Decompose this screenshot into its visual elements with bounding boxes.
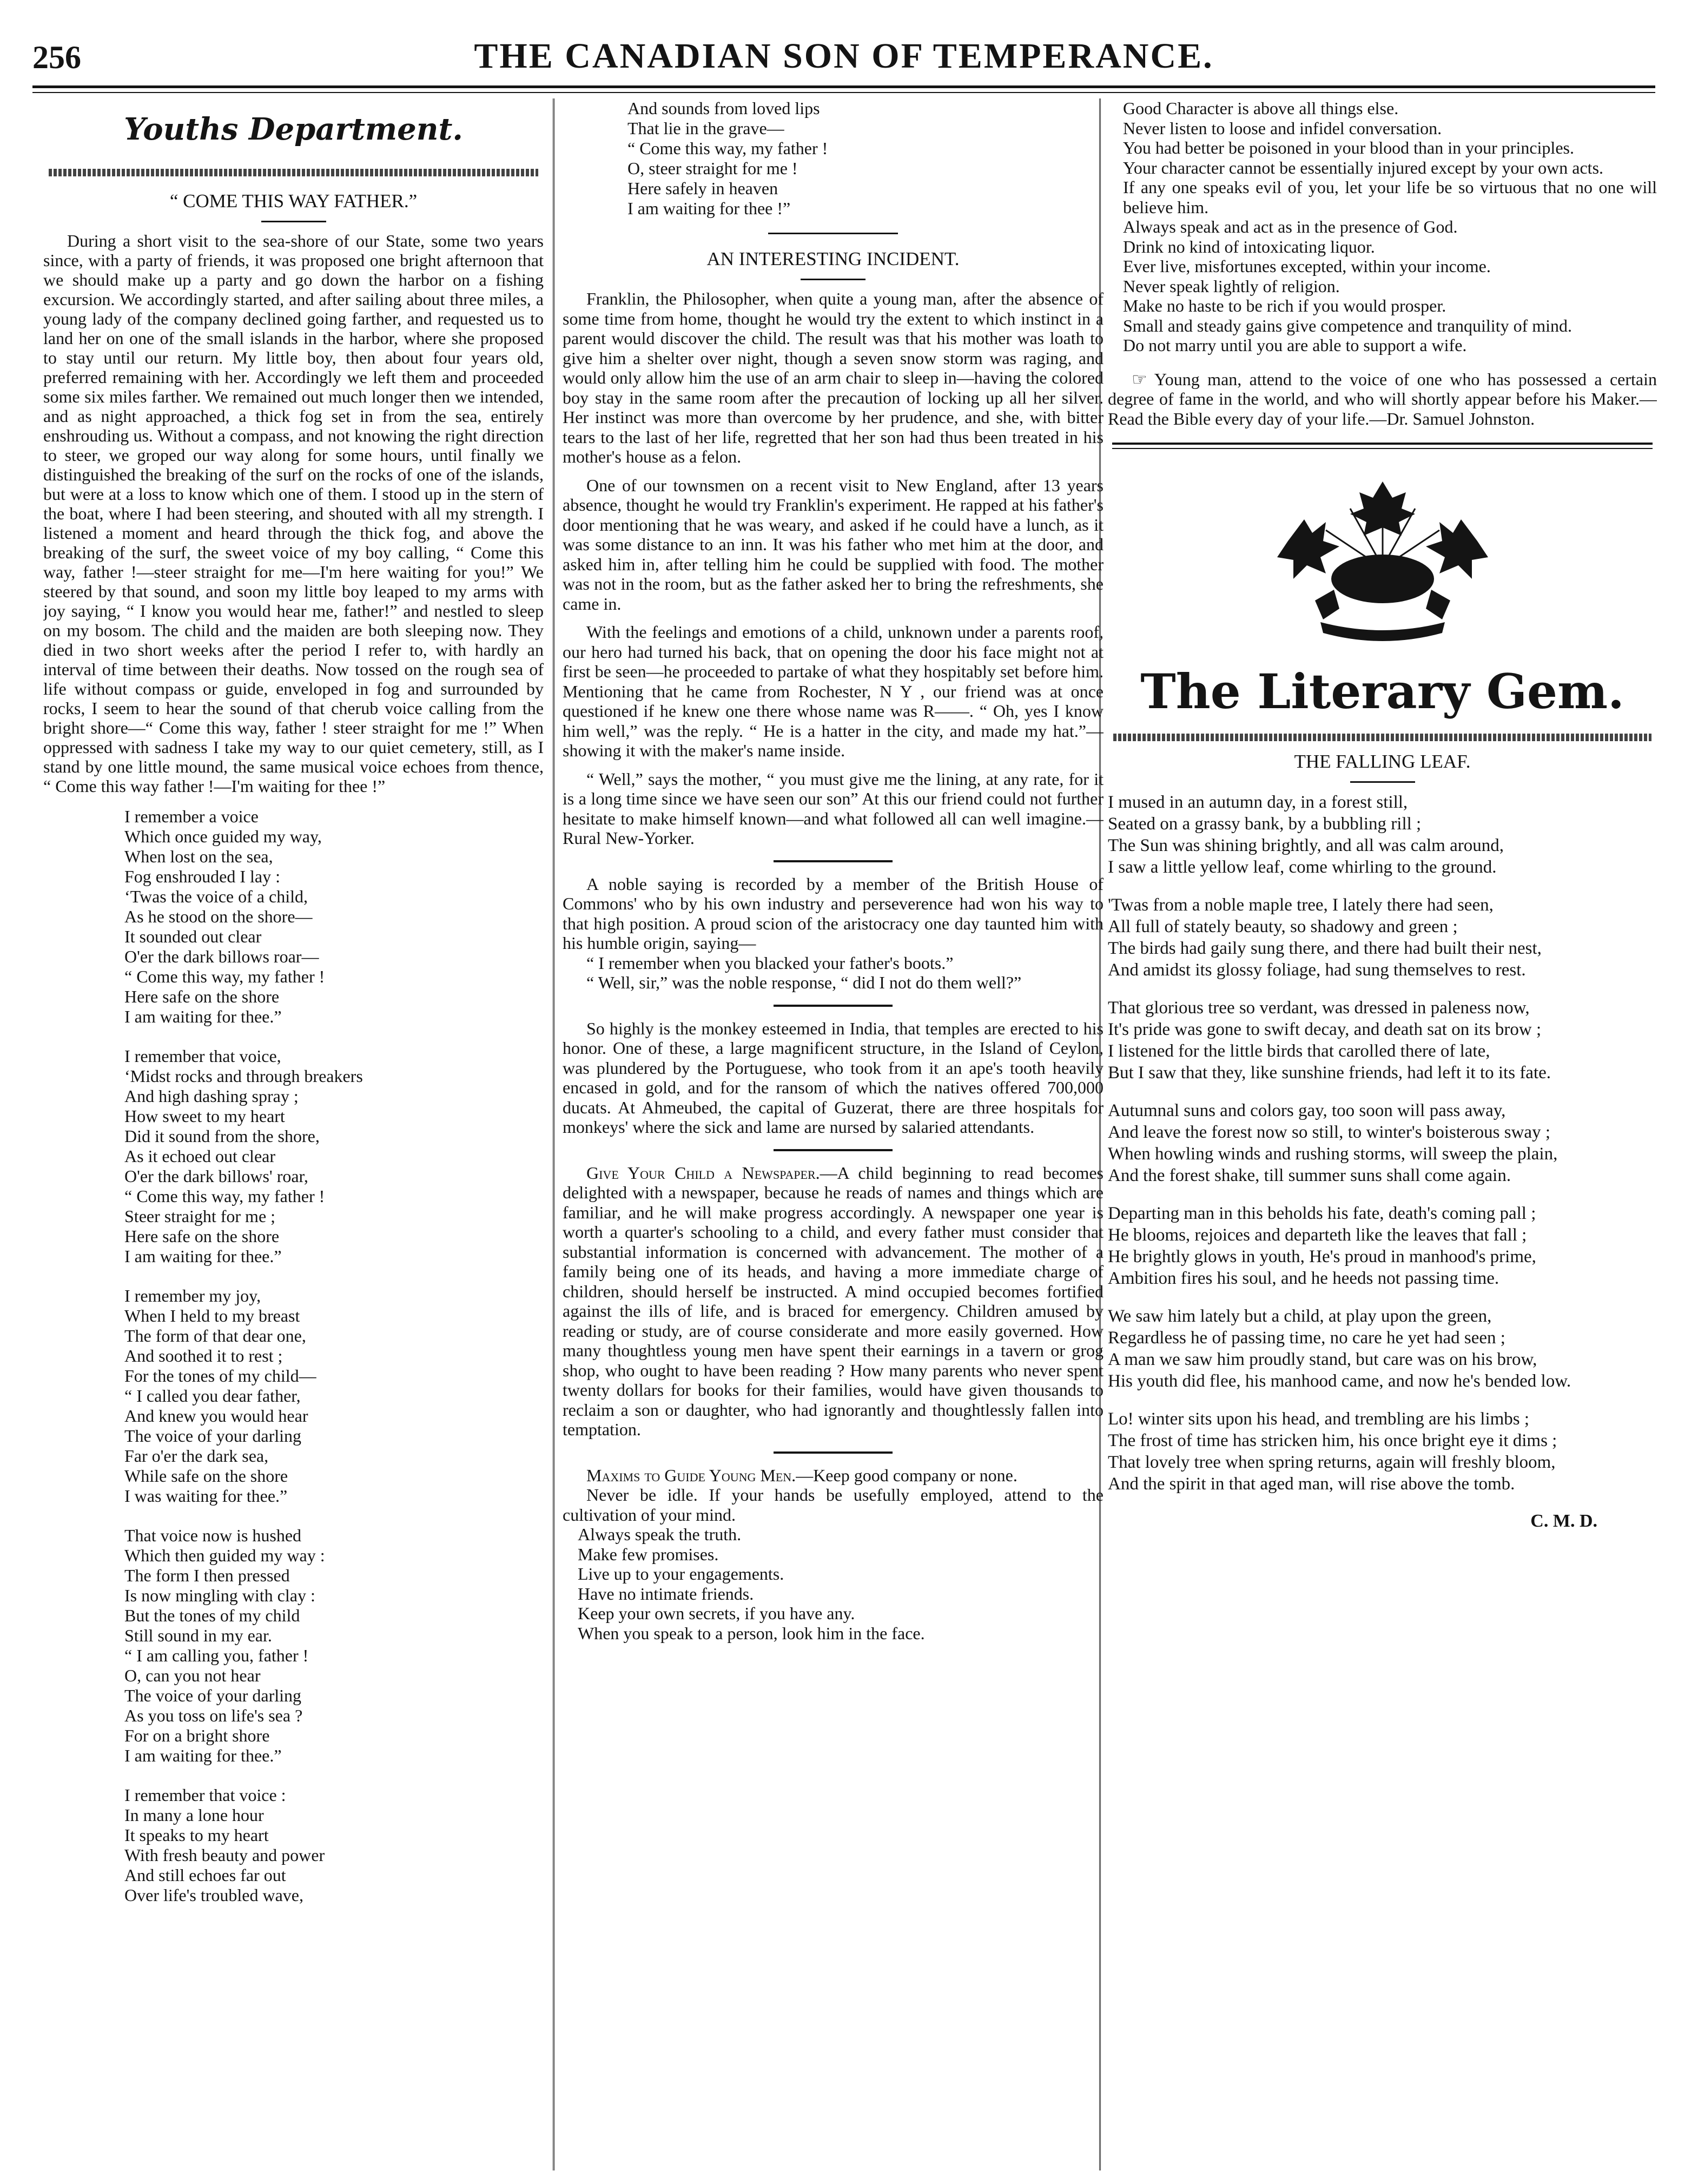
verse-line: As it echoed out clear [124, 1146, 275, 1166]
column-left [43, 98, 544, 2170]
poem-line: And leave the forest now so still, to winter's boisterous sway ; [1108, 1123, 1550, 1142]
verse-line: And sounds from loved lips [627, 98, 820, 118]
poem-stanza [1108, 997, 1657, 1084]
verse-line: O'er the dark billows roar— [124, 947, 319, 966]
pointing-hand-icon: ☞ [1132, 369, 1147, 389]
verse-line: I remember a voice [124, 807, 259, 826]
verse-line: Here safe on the shore [124, 987, 280, 1006]
maxim-item: Live up to your engagements. [578, 1564, 784, 1583]
poem-body [1108, 791, 1657, 1495]
verse-line: O'er the dark billows' roar, [124, 1166, 308, 1186]
verse-line: When I held to my breast [124, 1306, 300, 1325]
verse-line: “ I called you dear father, [124, 1386, 301, 1406]
maxim-item: Ever live, misfortunes excepted, within your income. [1123, 256, 1491, 276]
verse-stanza [124, 1286, 544, 1506]
poem-title: THE FALLING LEAF. [1294, 751, 1471, 772]
verse-line: The form I then pressed [124, 1566, 290, 1585]
page-header [32, 36, 1655, 84]
poem-line: The frost of time has stricken him, his once bright eye it dims ; [1108, 1431, 1557, 1450]
verse-line: That voice now is hushed [124, 1526, 302, 1545]
verse-line: That lie in the grave— [627, 118, 784, 138]
section-divider [774, 860, 893, 862]
short-rule [768, 233, 898, 234]
poem-stanza [1108, 791, 1657, 878]
verse-stanza [124, 1046, 544, 1266]
verse-line: Is now mingling with clay : [124, 1586, 315, 1605]
verse-line: O, can you not hear [124, 1666, 261, 1685]
poem-line: That glorious tree so verdant, was dressed in paleness now, [1108, 998, 1530, 1018]
verse-line: I am waiting for thee.” [124, 1246, 282, 1266]
paragraph-text: Young man, attend to the voice of one who has possessed a certain degree of fame in the world, and who will shortly appear before his Maker.—Read the Bible every day of your life.—Dr. Samuel Johnston. [1108, 369, 1657, 428]
verse-line: “ Come this way, my father ! [627, 138, 828, 158]
paragraph-text: —Keep good company or none. [796, 1465, 1018, 1485]
poem-line: 'Twas from a noble maple tree, I lately there had seen, [1108, 895, 1494, 915]
poem-line: He blooms, rejoices and departeth like the leaves that fall ; [1108, 1225, 1527, 1245]
column-right [1108, 98, 1657, 2170]
section-divider [774, 1005, 893, 1007]
poem-line: Lo! winter sits upon his head, and trembling are his limbs ; [1108, 1409, 1530, 1429]
maxim-item: Never listen to loose and infidel conversation. [1123, 118, 1442, 138]
poem-line: He brightly glows in youth, He's proud in manhood's prime, [1108, 1247, 1536, 1266]
signature: C. M. D. [1530, 1511, 1597, 1531]
poem-line: A man we saw him proudly stand, but care was on his brow, [1108, 1350, 1537, 1369]
article-paragraph: So highly is the monkey esteemed in India, that temples are erected to his honor. One of these, a large magnificent structure, in the Island of Ceylon, was plundered by the Portuguese, who took from it an ape's tooth heavily encased in gold, and for the ransom of which the natives offered 700,000 ducats. At Ahmeubed, the capital of Guzerat, there are three hospitals for monkeys' where the sick and lame are nursed by salaried attendants. [563, 1018, 1104, 1137]
poem-line: That lovely tree when spring returns, again will freshly bloom, [1108, 1453, 1556, 1472]
article-paragraph: “ I remember when you blacked your father's boots.” [586, 953, 954, 973]
poem-line: Seated on a grassy bank, by a bubbling rill ; [1108, 814, 1422, 834]
section-divider [774, 1451, 893, 1454]
maxim-item: Drink no kind of intoxicating liquor. [1123, 236, 1375, 256]
maxim-item: Always speak and act as in the presence of God. [1123, 217, 1458, 236]
verse-line: With fresh beauty and power [124, 1845, 325, 1865]
verse-line: As you toss on life's sea ? [124, 1706, 303, 1725]
wavy-rule [49, 169, 538, 176]
maple-leaf-emblem-icon [1256, 476, 1510, 649]
verse-line: I remember that voice : [124, 1785, 286, 1805]
section-title: The Literary Gem. [1140, 663, 1624, 720]
poem-line: I mused in an autumn day, in a forest still, [1108, 793, 1408, 812]
poem-stanza [1108, 1408, 1657, 1495]
poem-line: And the forest shake, till summer suns shall come again. [1108, 1166, 1511, 1185]
maxim-item: Make few promises. [578, 1544, 719, 1564]
verse-line: It speaks to my heart [124, 1825, 269, 1845]
poem-stanza [1108, 1203, 1657, 1289]
verse-line: “ I am calling you, father ! [124, 1646, 309, 1665]
verse-line: The voice of your darling [124, 1426, 301, 1446]
maxims-list [1108, 98, 1657, 355]
poem-line: And amidst its glossy foliage, had sung themselves to rest. [1108, 960, 1526, 980]
article-paragraph [563, 1466, 1104, 1486]
story-paragraph: During a short visit to the sea-shore of our State, some two years since, with a party of friends, it was proposed one bright afternoon that we should make up a party and go down the harbor on a fishing excursion. We accordingly started, and after sailing about three miles, a young lady of the company declined going farther, and requested us to land her on one of the small islands in the harbor, where she proposed to stay until our return. My little boy, then about four years old, preferred remaining with her. Accordingly we left them and proceeded some six miles farther. We remained out much longer then we intended, and as night approached, a thick fog set in from the sea, entirely enshrouding us. Without a compass, and not knowing the right direction to steer, we groped our way along for some hours, until finally we distinguished the breaking of the surf on the rocks of one of the islands, but were at a loss to know which one of them. I stood up in the stern of the boat, where I had been steering, and shouted with all my strength. I listened a moment and heard through the thick fog, and above the breaking of the surf, the sweet voice of my boy calling, “ Come this way, father !—steer straight for me—I'm here waiting for you!” We steered by that sound, and soon my little boy leaped to my arms with joy saying, “ I know you would hear me, father!” and nestled to sleep on my bosom. The child and the maiden are both sleeping now. They died in two short weeks after the period I refer to, with hardly an interval of time between their deaths. Now tossed on the rough sea of life without compass or guide, enveloped in fog and surrounded by rocks, I seem to hear the sound of that cherub voice calling from the bright shore—“ Come this way, father ! steer straight for me !” When oppressed with sadness I take my way to our quiet cemetery, still, as I stand by one little mound, the same musical voice echoes from thence, “ Come this way father !—I'm waiting for thee !” [43, 231, 544, 796]
maxim-item: When you speak to a person, look him in the face. [578, 1623, 925, 1643]
column-divider [553, 98, 554, 2170]
verse-line: Far o'er the dark sea, [124, 1446, 269, 1466]
verse-stanza [124, 1785, 544, 1905]
article-paragraph: A noble saying is recorded by a member of the British House of Commons' who by his own industry and perseverence had won his way to that high position. A proud scion of the aristocracy one day taunted him with his humble origin, saying— [563, 874, 1104, 953]
verse-stanza [124, 1526, 544, 1766]
article-paragraph: One of our townsmen on a recent visit to New England, after 13 years absence, thought he would try Franklin's experiment. He rapped at his father's door mentioning that he was weary, and asked if he could have a lunch, as it was some distance to an inn. It was his father who met him at the door, and asked him in, after telling him he could be supplied with food. The mother was not in the room, but as the father asked her to bring the refreshments, she came in. [563, 475, 1104, 613]
verse-stanza [124, 807, 544, 1027]
poem-line: Departing man in this beholds his fate, death's coming pall ; [1108, 1204, 1536, 1223]
verse-line: And still echoes far out [124, 1865, 286, 1885]
wavy-rule [1113, 734, 1651, 741]
verse-line: In many a lone hour [124, 1805, 264, 1825]
page-number: 256 [32, 39, 81, 75]
poem-line: His youth did flee, his manhood came, and now he's bended low. [1108, 1371, 1571, 1391]
verse-line: I remember my joy, [124, 1286, 261, 1305]
maxim-item: Make no haste to be rich if you would prosper. [1123, 296, 1446, 315]
short-rule [261, 221, 326, 222]
verse-line: For on a bright shore [124, 1726, 270, 1745]
poem-line: We saw him lately but a child, at play upon the green, [1108, 1307, 1492, 1326]
verse-line: For the tones of my child— [124, 1366, 316, 1385]
poem-line: Regardless he of passing time, no care he yet had seen ; [1108, 1328, 1505, 1348]
verse-line: But the tones of my child [124, 1606, 300, 1625]
maxim-item: Keep your own secrets, if you have any. [578, 1604, 855, 1623]
poem-line: I listened for the little birds that carolled there of late, [1108, 1041, 1490, 1061]
maxim-item: If any one speaks evil of you, let your life be so virtuous that no one will believe him. [1123, 177, 1657, 217]
verse-line: Which once guided my way, [124, 827, 322, 846]
verse-line: I am waiting for thee !” [627, 199, 791, 218]
maxim-item: Always speak the truth. [578, 1525, 742, 1544]
poem-line: But I saw that they, like sunshine friends, had left it to its fate. [1108, 1063, 1551, 1083]
poem-line: All full of stately beauty, so shadowy and green ; [1108, 917, 1458, 936]
poem-line: And the spirit in that aged man, will rise above the tomb. [1108, 1474, 1515, 1494]
poem-line: Ambition fires his soul, and he heeds not passing time. [1108, 1269, 1499, 1288]
article-title: “ COME THIS WAY FATHER.” [169, 190, 418, 212]
verse-line: ‘Twas the voice of a child, [124, 887, 308, 906]
poem-stanza [1108, 1100, 1657, 1186]
article-paragraph: “ Well,” says the mother, “ you must give me the lining, at any rate, for it is a long time since we have seen our son” At this our friend could not further hesitate to make himself known—and what followed all can well imagine.—Rural New-Yorker. [563, 769, 1104, 848]
run-in-heading: Maxims to Guide Young Men. [586, 1465, 796, 1485]
verse-line: ‘Midst rocks and through breakers [124, 1066, 363, 1086]
section-title: Youths Department. [124, 111, 463, 147]
verse-line: Steer straight for me ; [124, 1206, 276, 1226]
article-paragraph: Never be idle. If your hands be usefully employed, attend to the cultivation of your mind. [563, 1485, 1104, 1525]
short-rule [1350, 781, 1415, 783]
article-paragraph: With the feelings and emotions of a child, unknown under a parents roof, our hero had turned his back, that on opening the door his face might not at first be seen—he proceeded to partake of what they hospitably set before him. Mentioning that he came from Rochester, N Y , our friend was at once questioned if he knew one there whose name was R——. “ Oh, yes I know him well,” was the reply. “ He is a hatter in the city, and made my hat.”—showing it with the maker's name inside. [563, 622, 1104, 760]
maxims-list [563, 1525, 1104, 1643]
maxim-item: Do not marry until you are able to support a wife. [1123, 335, 1467, 355]
article-title: AN INTERESTING INCIDENT. [706, 248, 960, 269]
verse-line: And high dashing spray ; [124, 1086, 299, 1106]
verse-line: “ Come this way, my father ! [124, 967, 325, 986]
verse-line: It sounded out clear [124, 927, 262, 946]
verse-line: When lost on the sea, [124, 847, 273, 866]
poem-stanza [1108, 1305, 1657, 1392]
poem-line: I saw a little yellow leaf, come whirling to the ground. [1108, 857, 1497, 877]
verse-line: Still sound in my ear. [124, 1626, 272, 1645]
verse-line: While safe on the shore [124, 1466, 288, 1486]
run-in-heading: Give Your Child a Newspaper. [586, 1163, 820, 1183]
maxim-item: You had better be poisoned in your blood than in your principles. [1123, 138, 1574, 157]
verse-line: Here safely in heaven [627, 179, 778, 198]
maxim-item: Good Character is above all things else. [1123, 98, 1399, 118]
maxim-item: Have no intimate friends. [578, 1583, 754, 1604]
verse-line: The voice of your darling [124, 1686, 301, 1705]
column-middle [563, 98, 1104, 2170]
poem-stanza [1108, 894, 1657, 981]
double-rule [1112, 443, 1653, 449]
short-rule [801, 279, 865, 280]
verse-line: Fog enshrouded I lay : [124, 867, 280, 886]
verse-line: How sweet to my heart [124, 1106, 285, 1126]
verse-line: “ Come this way, my father ! [124, 1186, 325, 1206]
poem-line: The Sun was shining brightly, and all was calm around, [1108, 836, 1504, 855]
verse-line: Here safe on the shore [124, 1226, 280, 1246]
poem-line: When howling winds and rushing storms, will sweep the plain, [1108, 1144, 1558, 1164]
verse-line: Which then guided my way : [124, 1546, 325, 1565]
poem-line: The birds had gaily sung there, and there had built their nest, [1108, 939, 1542, 958]
article-paragraph: Franklin, the Philosopher, when quite a young man, after the absence of some time from home, thought he would try the extent to which instinct in a parent would discover the child. The result was that his mother was loath to give him a shelter over night, though a seven snow storm was raging, and would only allow him the use of an arm chair to sleep in—having the colored boy stay in the same room after the precaution of locking up all her silver. Her instinct was more than overcome by her prudence, and she, with bitter tears to the last of her life, regretted that her son had thus been treated in his mother's house as a felon. [563, 289, 1104, 466]
poem-line: Autumnal suns and colors gay, too soon will pass away, [1108, 1101, 1506, 1120]
maxim-item: Your character cannot be essentially injured except by your own acts. [1123, 157, 1604, 177]
advice-paragraph [1108, 370, 1657, 429]
verse-line: I remember that voice, [124, 1046, 281, 1066]
verse-continued [563, 98, 1104, 219]
verse-line: And knew you would hear [124, 1406, 308, 1426]
poem-line: It's pride was gone to swift decay, and death sat on its brow ; [1108, 1020, 1542, 1039]
section-divider [774, 1149, 893, 1151]
verse-line: Over life's troubled wave, [124, 1885, 303, 1905]
header-rule-thin [32, 92, 1655, 93]
maxim-item: Small and steady gains give competence and tranquility of mind. [1123, 315, 1573, 335]
verse-line: I am waiting for thee.” [124, 1007, 282, 1026]
article-paragraph: “ Well, sir,” was the noble response, “ did I not do them well?” [586, 973, 1022, 992]
verse-line: As he stood on the shore— [124, 907, 313, 926]
verse-line: The form of that dear one, [124, 1326, 306, 1345]
verse-line: And soothed it to rest ; [124, 1346, 283, 1365]
paragraph-text: —A child beginning to read becomes delighted with a newspaper, because he reads of names and things which are familiar, and he will make progress accordingly. A newspaper one year is worth a quarter's schooling to a child, and every father must consider that substantial information is concerned with advancement. The mother of a family being one of its heads, and having a more immediate charge of children, should herself be instructed. A mind occupied becomes fortified against the ills of life, and is braced for emergency. Children amused by reading or study, are of course considerate and more easily governed. How many thoughtless young men have spent their earnings in a tavern or grog shop, who ought to have been reading ? How many parents who never spent twenty dollars for books for their families, would have given thousands to reclaim a son or daughter, who had ignorantly and thoughtlessly fallen into temptation. [563, 1163, 1104, 1439]
maxim-item: Never speak lightly of religion. [1123, 276, 1340, 296]
verse-line: Did it sound from the shore, [124, 1126, 320, 1146]
verse-line: I am waiting for thee.” [124, 1746, 282, 1765]
journal-title: THE CANADIAN SON OF TEMPERANCE. [474, 36, 1214, 76]
verse-line: O, steer straight for me ! [627, 159, 798, 178]
article-paragraph [563, 1163, 1104, 1440]
header-rule [32, 85, 1655, 88]
verse-line: I was waiting for thee.” [124, 1486, 288, 1506]
verse-block [43, 807, 544, 1905]
